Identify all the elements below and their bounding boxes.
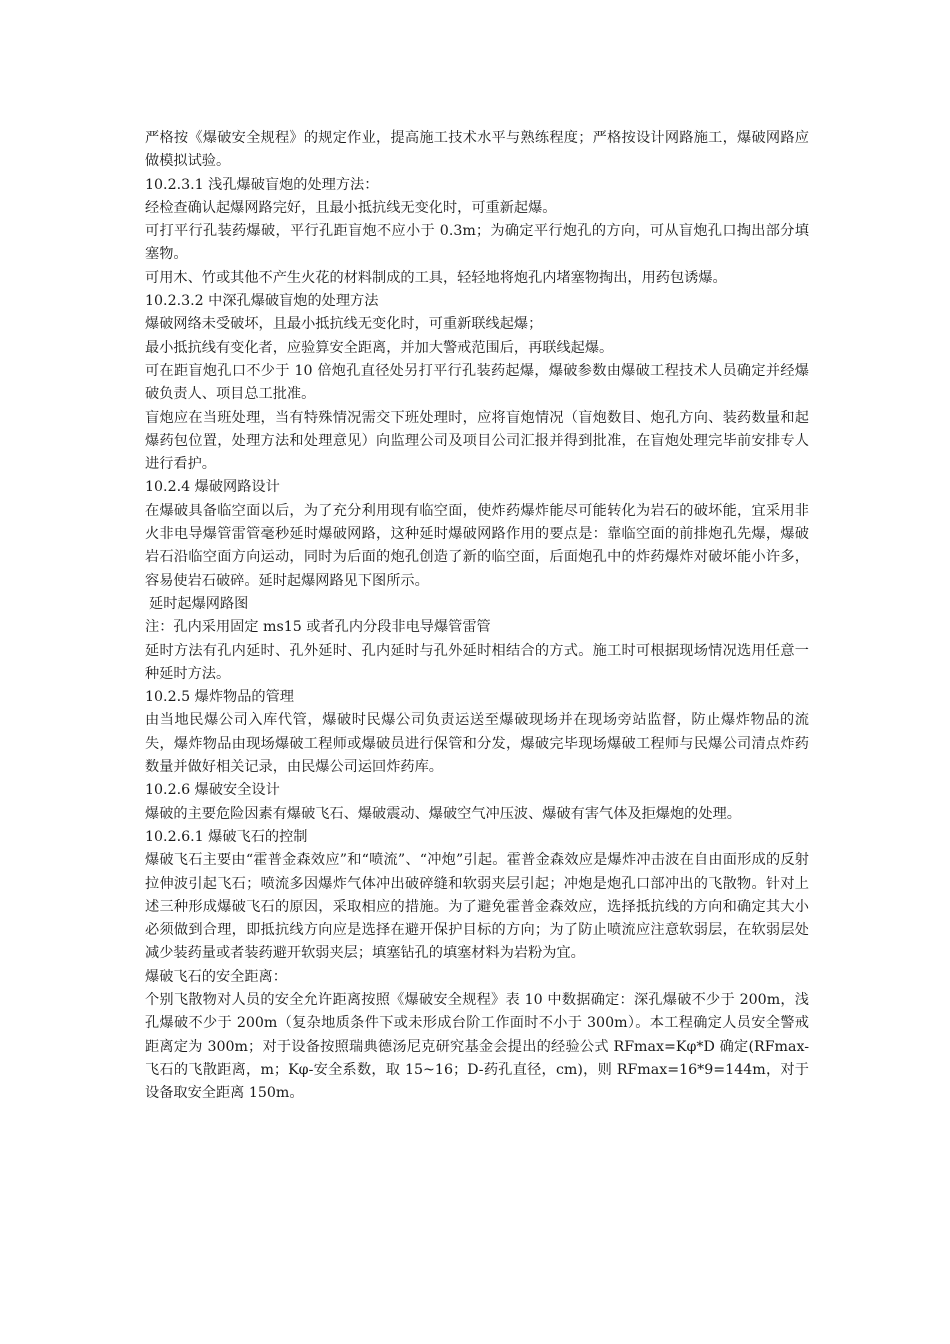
paragraph: 爆破的主要危险因素有爆破飞石、爆破震动、爆破空气冲压波、爆破有害气体及拒爆炮的处理。 — [145, 805, 741, 822]
paragraph: 延时方法有孔内延时、孔外延时、孔内延时与孔外延时相结合的方式。施工时可根据现场情况选用任意一种延时方法。 — [145, 642, 809, 682]
figure-caption: 延时起爆网路图 — [149, 595, 249, 612]
paragraph: 最小抵抗线有变化者，应验算安全距离，并加大警戒范围后，再联线起爆。 — [145, 339, 614, 356]
paragraph-intro: 严格按《爆破安全规程》的规定作业，提高施工技术水平与熟练程度；严格按设计网路施工，爆破网路应做模拟试验。 — [145, 130, 809, 170]
paragraph: 在爆破具备临空面以后，为了充分利用现有临空面，使炸药爆炸能尽可能转化为岩石的破坏能，宜采用非火非电导爆管雷管毫秒延时爆破网路，这种延时爆破网路作用的要点是：靠临空面的前排炮孔先爆，爆破岩石沿临空面方向运动，同时为后面的炮孔创造了新的临空面，后面炮孔中的炸药爆炸对破坏能小许多，容易使岩石破碎。延时起爆网路见下图所示。 — [145, 502, 809, 589]
heading-10-2-5: 10.2.5 爆炸物品的管理 — [145, 689, 294, 706]
paragraph: 可在距盲炮孔口不少于 10 倍炮孔直径处另打平行孔装药起爆，爆破参数由爆破工程技术人员确定并经爆破负责人、项目总工批准。 — [145, 362, 809, 403]
paragraph: 爆破飞石主要由“霍普金森效应”和“喷流”、“冲炮”引起。霍普金森效应是爆炸冲击波在自由面形成的反射拉伸波引起飞石；喷流多因爆炸气体冲出破碎缝和软弱夹层引起；冲炮是炮孔口部冲出的飞散物。针对上述三种形成爆破飞石的原因，采取相应的措施。为了避免霍普金森效应，选择抵抗线的方向和确定其大小必须做到合理，即抵抗线方向应是选择在避开保护目标的方向；为了防止喷流应注意软弱层，在软弱层处减少装药量或者装药避开软弱夹层；填塞钻孔的填塞材料为岩粉为宜。 — [145, 852, 809, 962]
paragraph: 可打平行孔装药爆破，平行孔距盲炮不应小于 0.3m；为确定平行炮孔的方向，可从盲炮孔口掏出部分填塞物。 — [145, 223, 809, 263]
subheading-safety-distance: 爆破飞石的安全距离： — [145, 968, 287, 985]
heading-10-2-3-1: 10.2.3.1 浅孔爆破盲炮的处理方法： — [145, 176, 379, 193]
note-paragraph: 注：孔内采用固定 ms15 或者孔内分段非电导爆管雷管 — [145, 619, 491, 636]
paragraph: 盲炮应在当班处理，当有特殊情况需交下班处理时，应将盲炮情况（盲炮数目、炮孔方向、装药数量和起爆药包位置，处理方法和处理意见）向监理公司及项目公司汇报并得到批准，在盲炮处理完毕前安排专人进行看护。 — [145, 409, 809, 473]
document-body — [145, 127, 809, 1105]
heading-10-2-4: 10.2.4 爆破网路设计 — [145, 479, 280, 496]
heading-10-2-6-1: 10.2.6.1 爆破飞石的控制 — [145, 828, 308, 845]
paragraph: 由当地民爆公司入库代管，爆破时民爆公司负责运送至爆破现场并在现场旁站监督，防止爆炸物品的流失，爆炸物品由现场爆破工程师或爆破员进行保管和分发，爆破完毕现场爆破工程师与民爆公司清点炸药数量并做好相关记录，由民爆公司运回炸药库。 — [145, 712, 809, 776]
paragraph: 可用木、竹或其他不产生火花的材料制成的工具，轻轻地将炮孔内堵塞物掏出，用药包诱爆。 — [145, 269, 727, 286]
heading-10-2-3-2: 10.2.3.2 中深孔爆破盲炮的处理方法 — [145, 293, 379, 310]
paragraph: 经检查确认起爆网路完好，且最小抵抗线无变化时，可重新起爆。 — [145, 199, 557, 216]
paragraph: 个别飞散物对人员的安全允许距离按照《爆破安全规程》表 10 中数据确定：深孔爆破不少于 200m，浅孔爆破不少于 200m（复杂地质条件下或未形成台阶工作面时不小于 300m）。本工程确定人员安全警戒距离定为 300m；对于设备按照瑞典德汤尼克研究基金会提出的经验公式 RFmax=Kφ*D 确定(RFmax-飞石的飞散距离，m；Kφ-安全系数，取 15~16；D-药孔直径，cm)，则 RFmax=16*9=144m，对于设备取安全距离 150m。 — [145, 991, 809, 1102]
paragraph: 爆破网络未受破坏，且最小抵抗线无变化时，可重新联线起爆； — [145, 316, 543, 333]
heading-10-2-6: 10.2.6 爆破安全设计 — [145, 782, 280, 799]
